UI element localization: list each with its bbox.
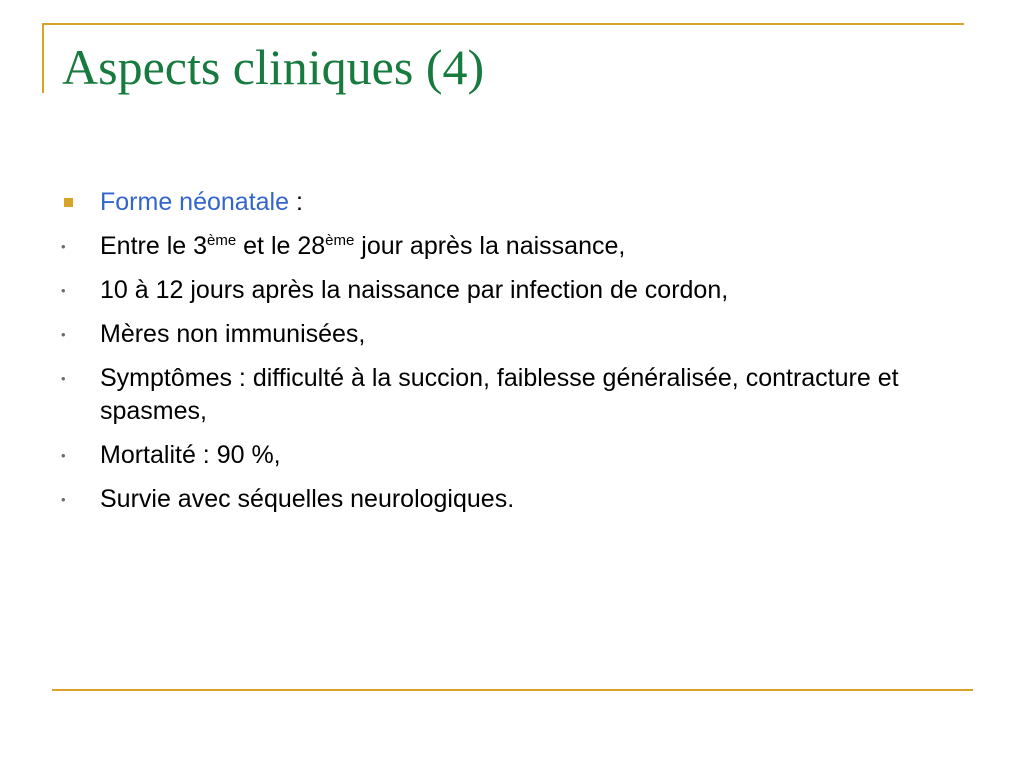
square-bullet-icon [64,198,73,207]
left-border-line [42,23,44,93]
bullet-text: Mortalité : 90 %, [100,441,281,469]
dot-bullet-icon: • [61,283,66,298]
dot-bullet-icon: • [61,239,66,254]
dot-bullet-icon: • [61,492,66,507]
bullet-text-part: Entre le 3 [100,232,208,260]
bullet-item-age [58,230,958,263]
section-heading-suffix: : [289,188,303,216]
slide-title: Aspects cliniques (4) [62,39,485,95]
section-heading-label: Forme néonatale [100,188,290,216]
bullet-text-part: et le 28 [236,232,326,260]
bullet-item-survival [58,483,958,516]
section-heading [58,186,958,219]
bullet-item-infection [58,274,958,307]
top-border-line [42,23,964,25]
dot-bullet-icon: • [61,327,66,342]
superscript: ème [325,232,355,249]
bullet-text: Mères non immunisées, [100,320,366,348]
slide-body [58,186,958,516]
dot-bullet-icon: • [61,448,66,463]
bullet-item-symptoms [58,362,958,428]
bullet-text: Symptômes : difficulté à la succion, faiblesse généralisée, contracture et spasmes, [100,364,899,425]
bullet-text: Survie avec séquelles neurologiques. [100,485,515,513]
dot-bullet-icon: • [61,371,66,386]
bullet-text: 10 à 12 jours après la naissance par infection de cordon, [100,276,729,304]
bottom-border-line [52,689,973,691]
bullet-item-mortality [58,439,958,472]
bullet-text-part: jour après la naissance, [354,232,626,260]
superscript: ème [207,232,237,249]
bullet-item-mothers [58,318,958,351]
